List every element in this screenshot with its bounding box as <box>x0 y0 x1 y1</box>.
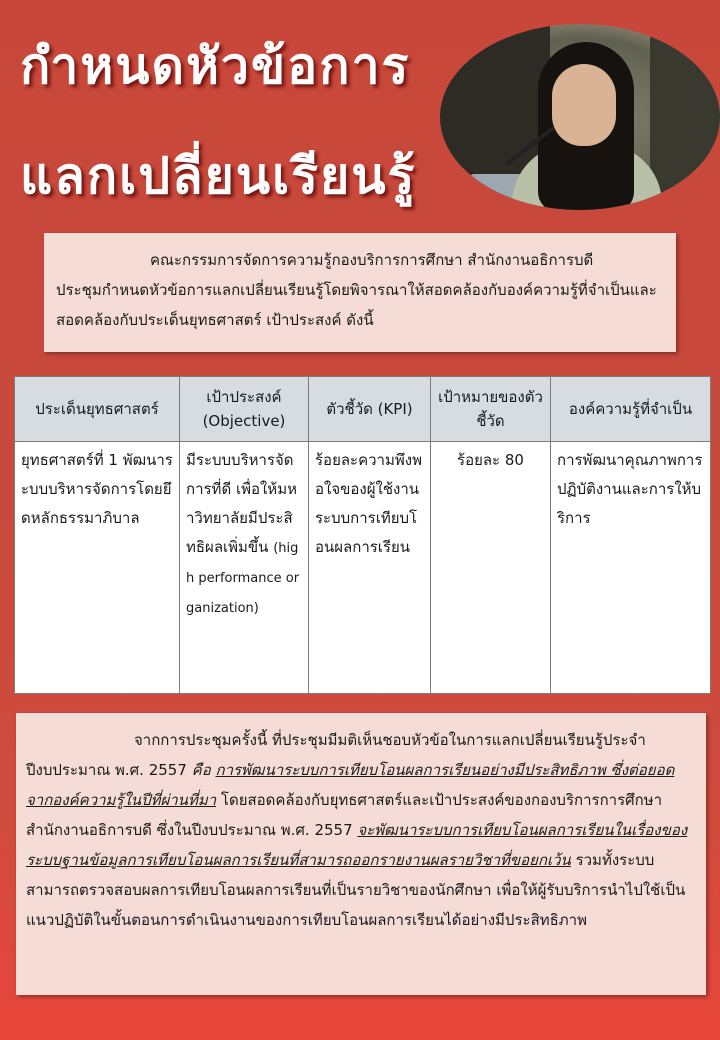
cell-objective-thai: มีระบบบริหารจัดการที่ดี เพื่อให้มหาวิทยาลัยมีประสิทธิผลเพิ่มขึ้น <box>186 451 297 556</box>
cell-kpi: ร้อยละความพึงพอใจของผู้ใช้งานระบบการเทียบโอนผลการเรียน <box>309 442 431 694</box>
header-knowledge: องค์ความรู้ที่จำเป็น <box>551 377 711 442</box>
intro-first-line: คณะกรรมการจัดการความรู้กองบริการการศึกษา สำนักงานอธิการบดี <box>150 251 594 269</box>
result-text-4: โดยสอดคล้องกับยุทธศาสตร์และเป้าประสงค์ของกองบริการการศึกษา สำนักงานอธิการบดี ซึ่งในปีงบประมาณ พ.ศ. 2557 <box>26 791 663 839</box>
cell-target: ร้อยละ 80 <box>431 442 551 694</box>
header-kpi: ตัวชี้วัด (KPI) <box>309 377 431 442</box>
result-text-1: จากการประชุมครั้งนี้ ที่ประชุมมีมติเห็นชอบหัวข้อในการแลกเปลี่ยนเรียนรู้ประจำปีงบประมาณ พ.ศ. 2557 <box>26 731 646 779</box>
result-plan: จะพัฒนาระบบการเทียบโอนผลการเรียนในเรื่องของระบบฐานข้อมูลการเทียบโอนผลการเรียนที่สามารถออกรายงานผลรายวิชาที่ขอยกเว้น <box>26 821 688 869</box>
page-title-line-1: กำหนดหัวข้อการ <box>20 37 411 95</box>
table-row <box>15 442 711 694</box>
result-paragraph <box>26 725 692 935</box>
header-target: เป้าหมายของตัวชี้วัด <box>431 377 551 442</box>
result-topic: การพัฒนาระบบการเทียบโอนผลการเรียนอย่างมีประสิทธิภาพ ซึ่งต่อยอดจากองค์ความรู้ในปีที่ผ่านที่มา <box>26 761 675 809</box>
intro-box <box>44 233 676 352</box>
cell-objective <box>180 442 309 694</box>
cell-strategy: ยุทธศาสตร์ที่ 1 พัฒนาระบบบริหารจัดการโดยยึดหลักธรรมาภิบาล <box>15 442 180 694</box>
result-text-2: คือ <box>186 761 216 779</box>
result-text-6: รวมทั้งระบบสามารถตรวจสอบผลการเทียบโอนผลการเรียนที่เป็นรายวิชาของนักศึกษา เพื่อให้ผู้รับบริการนำไปใช้เป็นแนวปฏิบัติในขั้นตอนการดำเนินงานของการเทียบโอนผลการเรียนได้อย่างมีประสิทธิภาพ <box>26 851 686 929</box>
cell-knowledge: การพัฒนาคุณภาพการปฏิบัติงานและการให้บริการ <box>551 442 711 694</box>
presenter-photo <box>440 24 720 210</box>
cell-objective-english: (high performance organization) <box>186 541 300 616</box>
photo-face <box>552 64 616 146</box>
header-objective: เป้าประสงค์ (Objective) <box>180 377 309 442</box>
strategy-table <box>14 376 711 694</box>
page-title-line-2: แลกเปลี่ยนเรียนรู้ <box>20 147 417 205</box>
result-box <box>16 713 706 995</box>
intro-text: ประชุมกำหนดหัวข้อการแลกเปลี่ยนเรียนรู้โดยพิจารณาให้สอดคล้องกับองค์ความรู้ที่จำเป็นและสอดคล้องกับประเด็นยุทธศาสตร์ เป้าประสงค์ ดังนี้ <box>56 281 657 329</box>
table-header-row <box>15 377 711 442</box>
photo-background-right <box>650 24 720 210</box>
header-strategy: ประเด็นยุทธศาสตร์ <box>15 377 180 442</box>
